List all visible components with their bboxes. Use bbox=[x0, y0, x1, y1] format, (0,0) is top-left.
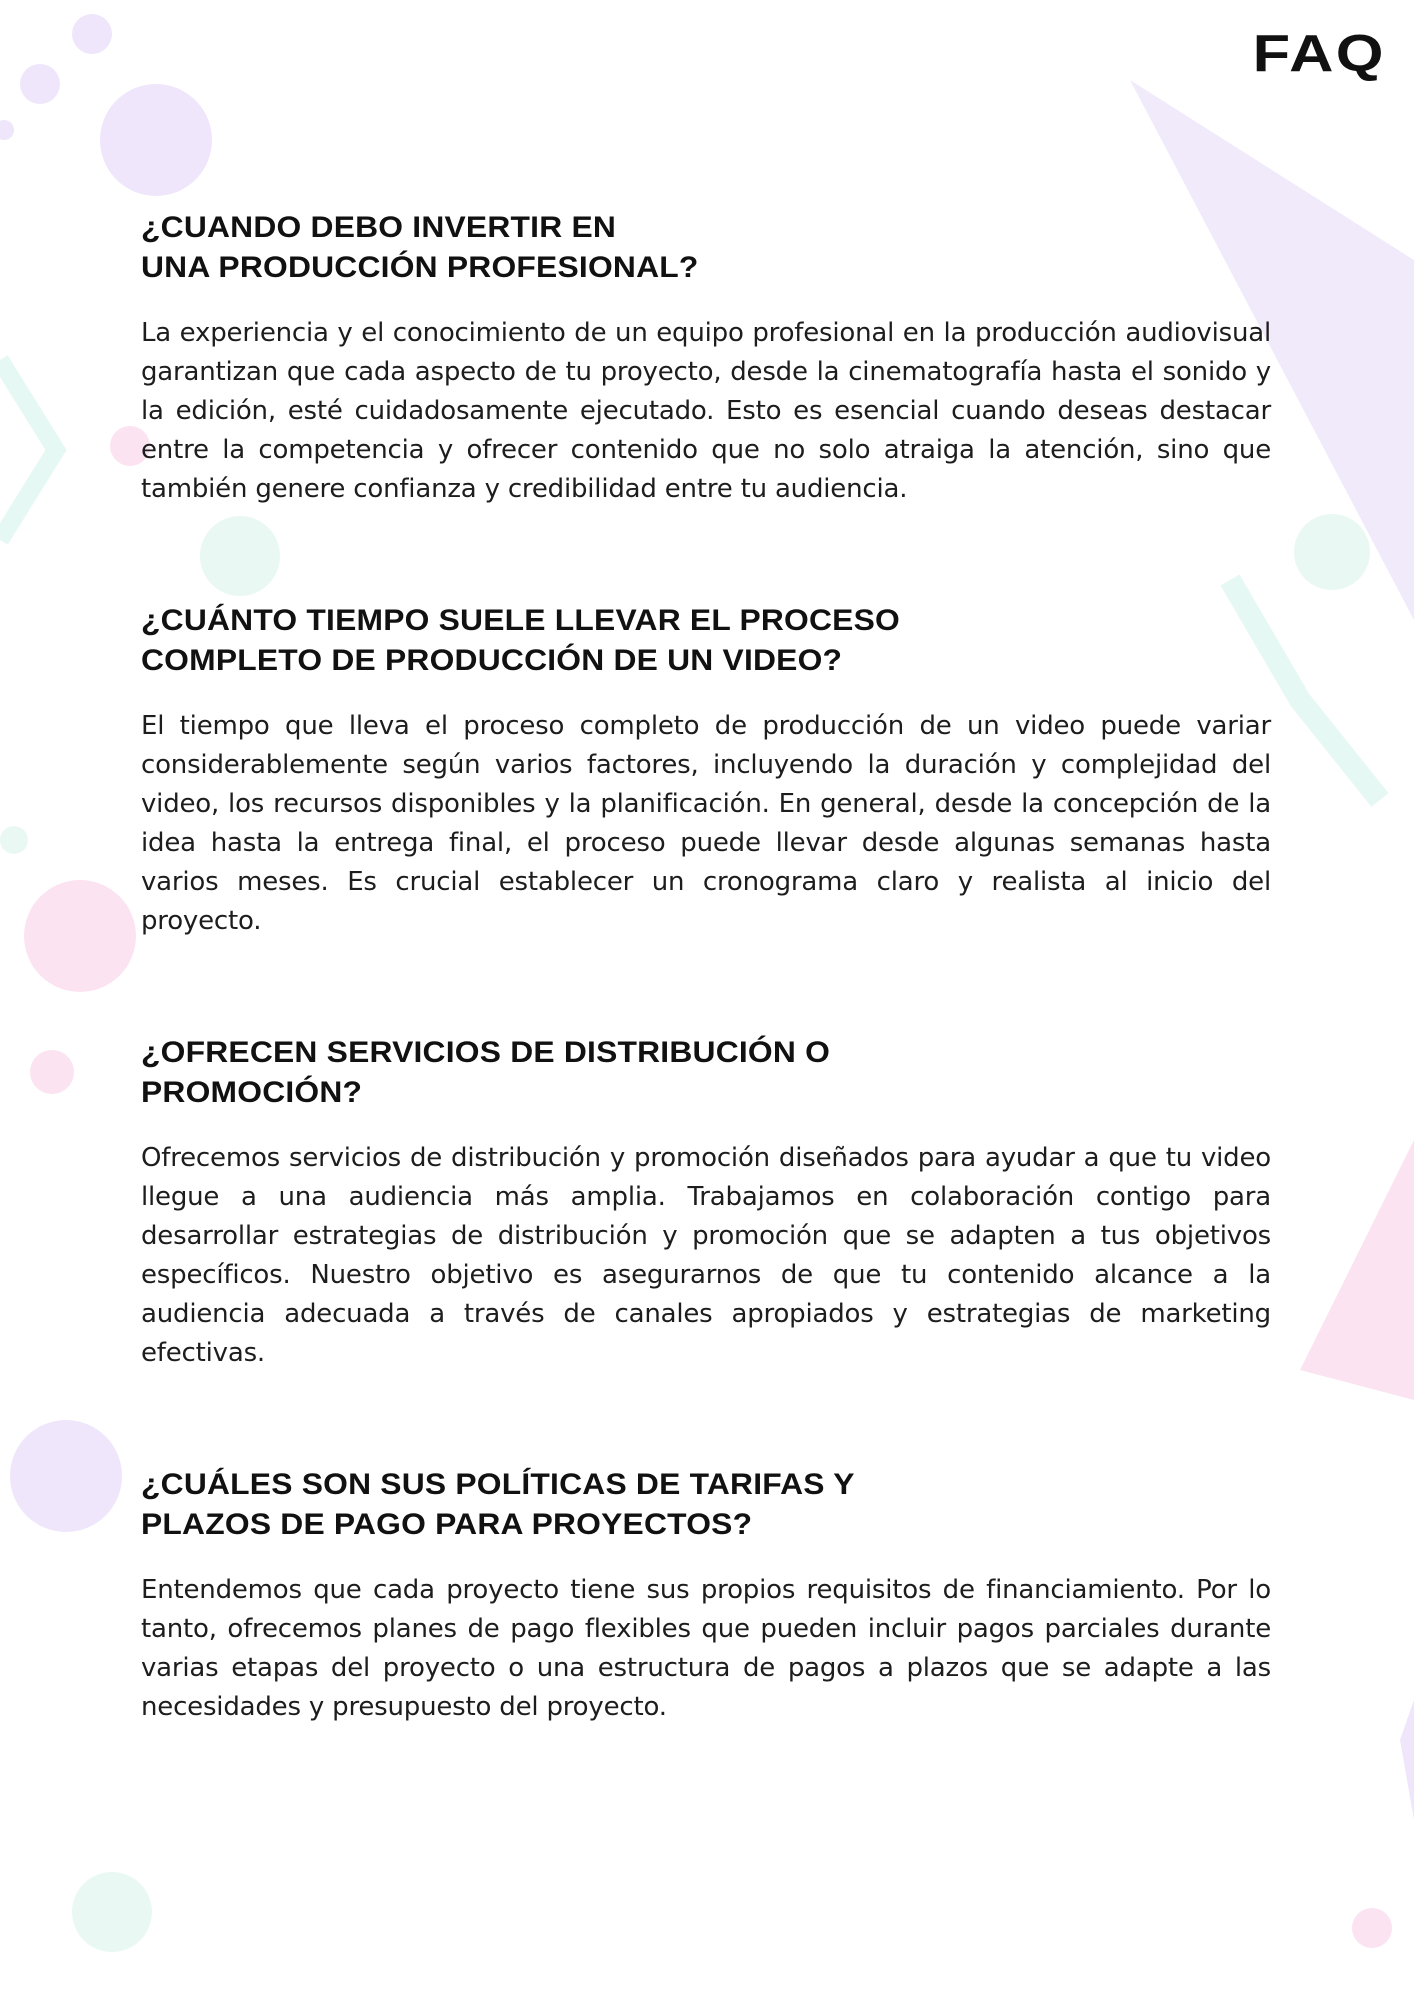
decor-triangle bbox=[1400, 1700, 1414, 1820]
faq-item bbox=[141, 1033, 1271, 1373]
faq-question: ¿OFRECEN SERVICIOS DE DISTRIBUCIÓN O PROMOCIÓN? bbox=[141, 1036, 831, 1109]
faq-answer: Entendemos que cada proyecto tiene sus propios requisitos de financiamiento. Por lo tanto, ofrecemos planes de pago flexibles que pueden incluir pagos parciales durante varias etapas del proyecto o una estructura de pagos a plazos que se adapte a las necesidades y presupuesto del proyecto. bbox=[141, 1575, 1271, 1722]
decor-circle bbox=[20, 64, 60, 104]
faq-item bbox=[141, 601, 1271, 941]
decor-triangle bbox=[1300, 1140, 1414, 1400]
decor-circle bbox=[1294, 514, 1370, 590]
faq-answer: La experiencia y el conocimiento de un equipo profesional en la producción audiovisual garantizan que cada aspecto de tu proyecto, desde la cinematografía hasta el sonido y la edición, esté cuidadosamente ejecutado. Esto es esencial cuando deseas destacar entre la competencia y ofrecer contenido que no solo atraiga la atención, sino que también genere confianza y credibilidad entre tu audiencia. bbox=[141, 318, 1271, 504]
decor-circle bbox=[72, 1872, 152, 1952]
faq-item bbox=[141, 1465, 1271, 1727]
faq-answer: El tiempo que lleva el proceso completo de producción de un video puede variar considerablemente según varios factores, incluyendo la duración y complejidad del video, los recursos disponibles y la planificación. En general, desde la concepción de la idea hasta la entrega final, el proceso puede llevar desde algunas semanas hasta varios meses. Es crucial establecer un cronograma claro y realista al inicio del proyecto. bbox=[141, 711, 1271, 936]
faq-question: ¿CUÁNTO TIEMPO SUELE LLEVAR EL PROCESO COMPLETO DE PRODUCCIÓN DE UN VIDEO? bbox=[141, 604, 900, 677]
decor-circle bbox=[10, 1420, 122, 1532]
decor-circle bbox=[24, 880, 136, 992]
decor-circle bbox=[72, 14, 112, 54]
faq-answer: Ofrecemos servicios de distribución y promoción diseñados para ayudar a que tu video llegue a una audiencia más amplia. Trabajamos en colaboración contigo para desarrollar estrategias de distribución y promoción que se adapten a tus objetivos específicos. Nuestro objetivo es asegurarnos de que tu contenido alcance a la audiencia adecuada a través de canales apropiados y estrategias de marketing efectivas. bbox=[141, 1143, 1271, 1368]
decor-circle bbox=[0, 120, 14, 140]
page-label-faq: FAQ bbox=[1252, 25, 1386, 83]
decor-zigzag bbox=[0, 360, 56, 540]
faq-question: ¿CUANDO DEBO INVERTIR EN UNA PRODUCCIÓN PROFESIONAL? bbox=[141, 211, 699, 284]
decor-circle bbox=[100, 84, 212, 196]
decor-circle bbox=[1352, 1908, 1392, 1948]
decor-circle bbox=[30, 1050, 74, 1094]
faq-question: ¿CUÁLES SON SUS POLÍTICAS DE TARIFAS Y PLAZOS DE PAGO PARA PROYECTOS? bbox=[141, 1468, 855, 1541]
decor-circle bbox=[0, 826, 28, 854]
faq-item bbox=[141, 208, 1271, 509]
faq-list bbox=[141, 208, 1271, 1727]
